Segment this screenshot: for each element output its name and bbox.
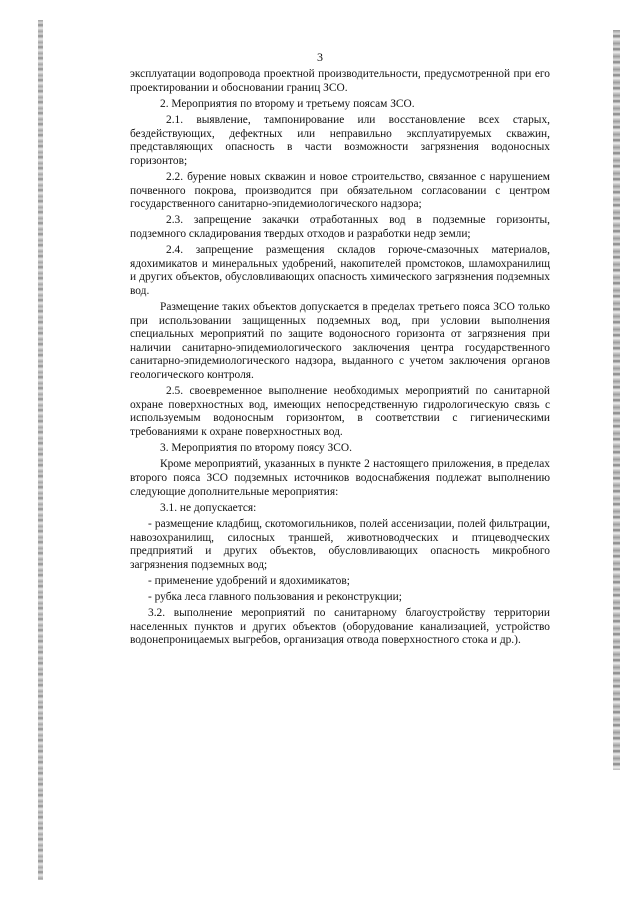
paragraph-2-2: 2.2. бурение новых скважин и новое строительство, связанное с нарушением почвенного покрова, производится при обязательном согласовании с центром государственного санитарно-эпидемиологического надзора; (130, 170, 550, 211)
paragraph-2-1: 2.1. выявление, тампонирование или восстановление всех старых, бездействующих, дефектных или неправильно эксплуатируемых скважин, представляющих опасность в части возможности загрязнения водоносных горизонтов; (130, 113, 550, 167)
paragraph-continuation: эксплуатации водопровода проектной производительности, предусмотренной при его проектировании и обосновании границ ЗСО. (130, 68, 550, 94)
page-number: 3 (317, 50, 323, 64)
scan-edge-left (38, 20, 43, 880)
section-heading-2: 2. Мероприятия по второму и третьему поясам ЗСО. (160, 97, 415, 110)
section-heading-3: 3. Мероприятия по второму поясу ЗСО. (160, 442, 352, 455)
paragraph-2-5: 2.5. своевременное выполнение необходимых мероприятий по санитарной охране поверхностных вод, имеющих непосредственную гидрологическую связь с используемым водоносным горизонтом, в соответствии с гигиеническими требованиями к охране поверхностных вод. (130, 385, 550, 438)
list-item-logging: - рубка леса главного пользования и реконструкции; (148, 591, 402, 604)
scan-edge-right (613, 30, 620, 770)
list-item-placement: - размещение кладбищ, скотомогильников, полей ассенизации, полей фильтрации, навозохранилищ, силосных траншей, животноводческих и птицеводческих предприятий и других объектов, обусловливающих опасность микробного загрязнения подземных вод; (130, 517, 550, 571)
document-body (130, 68, 550, 651)
paragraph-placement: Размещение таких объектов допускается в пределах третьего пояса ЗСО только при использовании защищенных подземных вод, при условии выполнения специальных мероприятий по защите водоносного горизонта от загрязнения при наличии санитарно-эпидемиологического заключения центра государственного санитарно-эпидемиологического надзора, выданного с учетом заключения органов геологического контроля. (130, 301, 550, 382)
paragraph-3-1: 3.1. не допускается: (160, 501, 257, 514)
paragraph-2-4: 2.4. запрещение размещения складов горюче-смазочных материалов, ядохимикатов и минеральных удобрений, накопителей промстоков, шламохранилищ и других объектов, обусловливающих опасность химического загрязнения подземных вод. (130, 244, 550, 297)
paragraph-additional-measures: Кроме мероприятий, указанных в пункте 2 настоящего приложения, в пределах второго пояса ЗСО подземных источников водоснабжения подлежат выполнению следующие дополнительные мероприятия: (130, 458, 550, 498)
paragraph-2-3: 2.3. запрещение закачки отработанных вод в подземные горизонты, подземного складирования твердых отходов и разработки недр земли; (130, 214, 550, 240)
list-item-fertilizers: - применение удобрений и ядохимикатов; (148, 574, 350, 587)
paragraph-3-2: 3.2. выполнение мероприятий по санитарному благоустройству территории населенных пунктов и других объектов (оборудование канализацией, устройство водонепроницаемых выгребов, организация отвода поверхностного стока и др.). (130, 607, 550, 647)
